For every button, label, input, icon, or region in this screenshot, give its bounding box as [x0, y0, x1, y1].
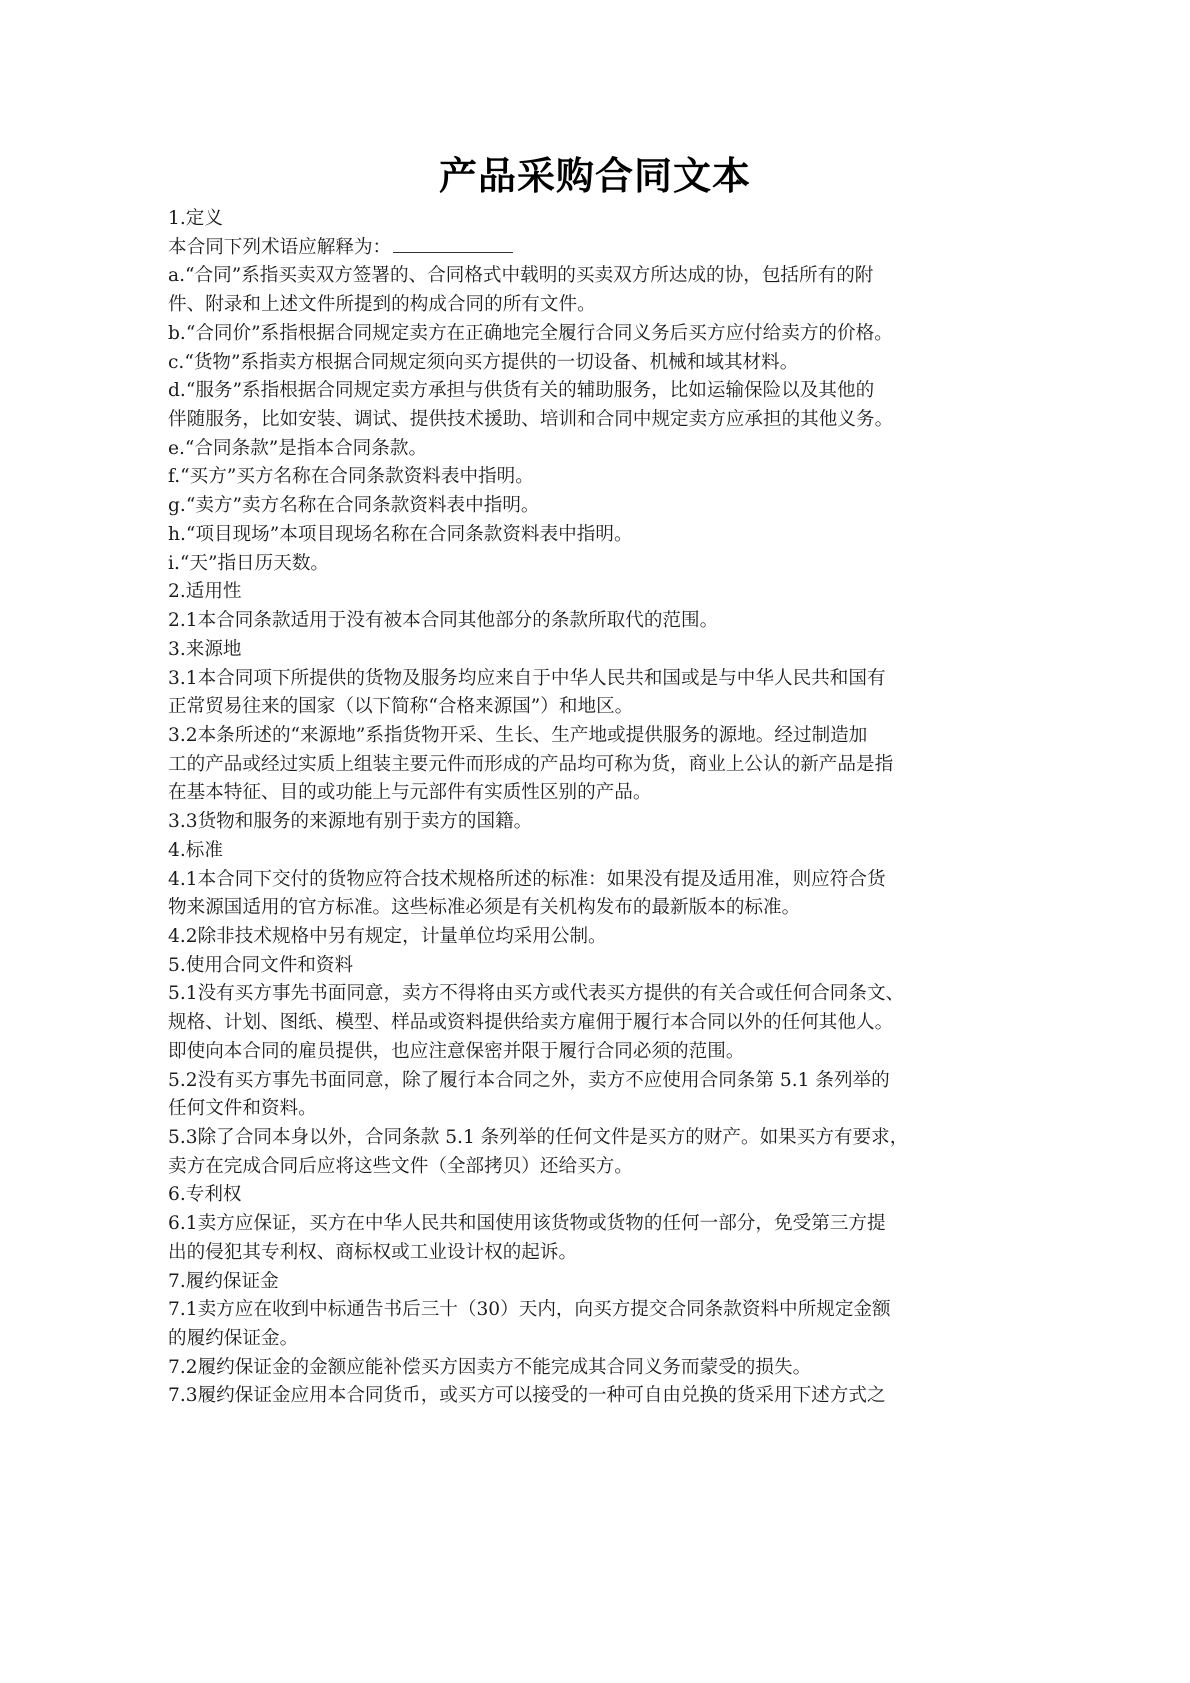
paragraph-line: 4.1本合同下交付的货物应符合技术规格所述的标准：如果没有提及适用准，则应符合货 [168, 868, 886, 890]
definitions-intro-text: 本合同下列术语应解释为： [168, 236, 392, 258]
section-heading-standards: 4.标准 [168, 839, 223, 861]
document-title: 产品采购合同文本 [438, 153, 751, 198]
fill-in-blank [393, 234, 513, 253]
section-heading-performance-bond: 7.履约保证金 [168, 1270, 279, 1292]
section-heading-applicability: 2.适用性 [168, 581, 242, 603]
paragraph-line: 伴随服务，比如安装、调试、提供技术援助、培训和合同中规定卖方应承担的其他义务。 [168, 409, 894, 431]
paragraph-line: 卖方在完成合同后应将这些文件（全部拷贝）还给买方。 [168, 1155, 633, 1177]
paragraph-line: h.“项目现场”本项目现场名称在合同条款资料表中指明。 [168, 523, 633, 545]
paragraph-line: 5.1没有买方事先书面同意，卖方不得将由买方或代表买方提供的有关合或任何合同条文、 [168, 983, 905, 1005]
paragraph-line: 的履约保证金。 [168, 1328, 299, 1350]
paragraph-line: 即使向本合同的雇员提供，也应注意保密并限于履行合同必须的范围。 [168, 1040, 745, 1062]
paragraph-line: 在基本特征、目的或功能上与元部件有实质性区别的产品。 [168, 782, 652, 804]
paragraph-line: d.“服务”系指根据合同规定卖方承担与供货有关的辅助服务，比如运输保险以及其他的 [168, 380, 875, 402]
paragraph-line: 件、附录和上述文件所提到的构成合同的所有文件。 [168, 294, 596, 316]
paragraph-line: 7.3履约保证金应用本合同货币，或买方可以接受的一种可自由兑换的货采用下述方式之 [168, 1385, 886, 1407]
paragraph-line: a.“合同”系指买卖双方签署的、合同格式中载明的买卖双方所达成的协，包括所有的附 [168, 265, 874, 287]
section-heading-origin: 3.来源地 [168, 638, 242, 660]
section-heading-patents: 6.专利权 [168, 1184, 242, 1206]
paragraph-line: 3.2本条所述的“来源地”系指货物开采、生长、生产地或提供服务的源地。经过制造加 [168, 724, 868, 746]
paragraph-line: 3.3货物和服务的来源地有别于卖方的国籍。 [168, 811, 533, 833]
paragraph-line: 4.2除非技术规格中另有规定，计量单位均采用公制。 [168, 925, 607, 947]
definitions-intro [168, 234, 1014, 263]
paragraph-line: 出的侵犯其专利权、商标权或工业设计权的起诉。 [168, 1241, 578, 1263]
paragraph-line: 5.2没有买方事先书面同意，除了履行本合同之外，卖方不应使用合同条第 5.1 条列举的 [168, 1069, 890, 1091]
paragraph-line: f.“买方”买方名称在合同条款资料表中指明。 [168, 466, 534, 488]
section-heading-documents: 5.使用合同文件和资料 [168, 954, 354, 976]
paragraph-line: 正常贸易往来的国家（以下简称“合格来源国”）和地区。 [168, 696, 634, 718]
paragraph-line: i.“天”指日历天数。 [168, 552, 330, 574]
paragraph-line: 6.1卖方应保证，买方在中华人民共和国使用该货物或货物的任何一部分，免受第三方提 [168, 1213, 886, 1235]
paragraph-line: b.“合同价”系指根据合同规定卖方在正确地完全履行合同义务后买方应付给卖方的价格。 [168, 322, 893, 344]
paragraph-line: 2.1本合同条款适用于没有被本合同其他部分的条款所取代的范围。 [168, 610, 719, 632]
paragraph-line: 5.3除了合同本身以外，合同条款 5.1 条列举的任何文件是买方的财产。如果买方有要求， [168, 1127, 909, 1148]
paragraph-line: 7.1卖方应在收到中标通告书后三十（30）天内，向买方提交合同条款资料中所规定金额 [168, 1299, 891, 1321]
paragraph-line: 规格、计划、图纸、模型、样品或资料提供给卖方雇佣于履行本合同以外的任何其他人。 [168, 1012, 894, 1034]
document-body [168, 205, 1014, 1411]
paragraph-line: 3.1本合同项下所提供的货物及服务均应来自于中华人民共和国或是与中华人民共和国有 [168, 667, 886, 689]
paragraph-line: 工的产品或经过实质上组装主要元件而形成的产品均可称为货，商业上公认的新产品是指 [168, 753, 894, 775]
paragraph-line: 7.2履约保证金的金额应能补偿买方因卖方不能完成其合同义务而蒙受的损失。 [168, 1356, 812, 1378]
paragraph-line: 物来源国适用的官方标准。这些标准必须是有关机构发布的最新版本的标准。 [168, 897, 801, 919]
paragraph-line: e.“合同条款”是指本合同条款。 [168, 437, 428, 459]
paragraph-line: g.“卖方”卖方名称在合同条款资料表中指明。 [168, 495, 540, 517]
paragraph-line: c.“货物”系指卖方根据合同规定须向买方提供的一切设备、机械和域其材料。 [168, 351, 799, 373]
section-heading-definitions: 1.定义 [168, 208, 223, 229]
paragraph-line: 任何文件和资料。 [168, 1098, 317, 1120]
